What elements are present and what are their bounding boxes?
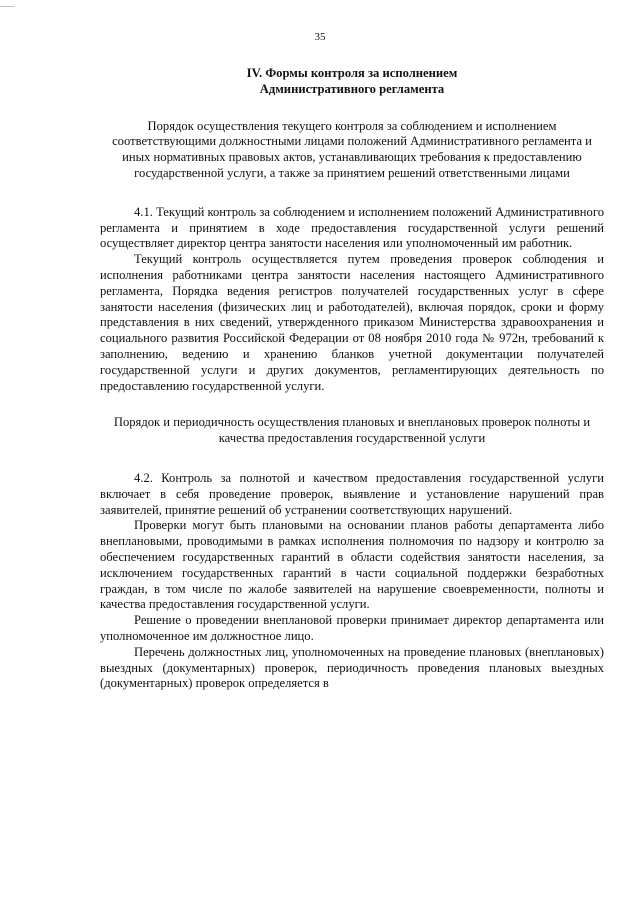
- paragraph-4-1: 4.1. Текущий контроль за соблюдением и исполнением положений Административного регламента и принятием в ходе предоставления государственной услуги решений осуществляет директор центра занятости населения или уполномоченный им работник.: [100, 204, 604, 251]
- scan-corner-mark: [0, 0, 14, 7]
- paragraph-4-2: 4.2. Контроль за полнотой и качеством предоставления государственной услуги включает в себя проведение проверок, выявление и установление нарушений прав заявителей, принятие решений об устранении соответствующих нарушений.: [100, 470, 604, 517]
- paragraph-authorized-officials-list: Перечень должностных лиц, уполномоченных на проведение плановых (внеплановых) выездных (документарных) проверок, периодичность проведения плановых выездных (документарных) проверок определяется в: [100, 644, 604, 691]
- section-heading-current-control: Порядок осуществления текущего контроля за соблюдением и исполнением соответствующими должностными лицами положений Административного регламента и иных нормативных правовых актов, устанавливающих требования к предоставлению государственной услуги, а также за принятием решений ответственными лицами: [112, 118, 592, 180]
- chapter-title: [100, 66, 604, 98]
- chapter-title-line-1: IV. Формы контроля за исполнением: [246, 66, 458, 80]
- chapter-title-line-2: Административного регламента: [259, 81, 445, 96]
- section-heading-inspections: Порядок и периодичность осуществления плановых и внеплановых проверок полноты и качества предоставления государственной услуги: [113, 415, 591, 446]
- paragraph-unplanned-inspection-decision: Решение о проведении внеплановой проверки принимает директор департамента или уполномоченное им должностное лицо.: [100, 613, 604, 643]
- page-number: 35: [314, 31, 326, 43]
- paragraph-inspection-types: Проверки могут быть плановыми на основании планов работы департамента либо внеплановыми, проводимыми в рамках исполнения полномочия по надзору и контролю за обеспечением государственных гарантий в области содействия занятости населения, за исключением государственных гарантий в части социальной поддержки безработных граждан, в том числе по жалобе заявителей на нарушение своевременности, полноты и качества предоставления государственной услуги.: [100, 518, 604, 612]
- document-content: [100, 66, 604, 692]
- paragraph-current-control-details: Текущий контроль осуществляется путем проведения проверок соблюдения и исполнения работниками центра занятости населения настоящего Административного регламента, Порядка ведения регистров получателей государственных услуг в сфере занятости населения (физических лиц и работодателей), включая порядок, сроки и форму представления в них сведений, утвержденного приказом Министерства здравоохранения и социального развития Российской Федерации от 08 ноября 2010 года № 972н, требований к заполнению, ведению и хранению бланков учетной документации получателей государственной услуги и других документов, регламентирующих деятельность по предоставлению государственной услуги.: [100, 252, 604, 393]
